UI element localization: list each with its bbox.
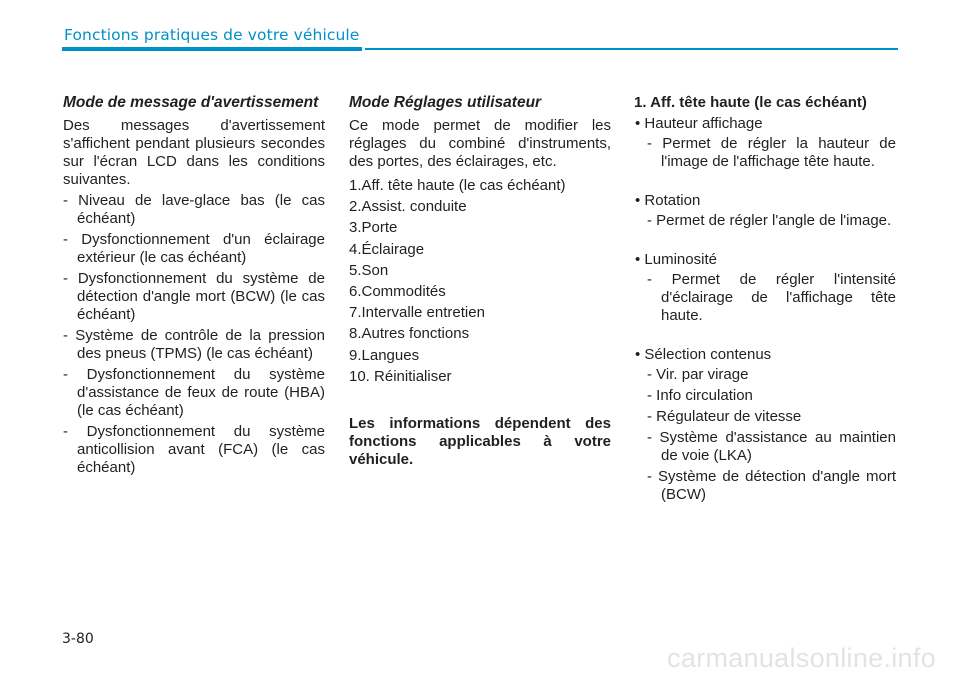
settings-list-item: 7.Intervalle entretien (349, 304, 485, 322)
hud-option-detail: - Permet de régler l'intensité d'éclairage de l'affichage tête haute. (647, 271, 896, 324)
page-number: 3-80 (62, 631, 94, 647)
hud-option-detail: - Vir. par virage (647, 366, 749, 383)
user-settings-title: Mode Réglages utilisateur (349, 94, 542, 111)
settings-list-item: 4.Éclairage (349, 240, 425, 258)
header-rule-thick (62, 47, 362, 51)
settings-list-item: 5.Son (349, 261, 389, 279)
warning-item: - Niveau de lave-glace bas (le cas échéant) (63, 192, 325, 227)
hud-option-label: • Rotation (635, 192, 701, 209)
hud-option-detail: - Régulateur de vitesse (647, 408, 802, 425)
warning-item: - Dysfonctionnement du système anticollision avant (FCA) (le cas échéant) (63, 423, 325, 476)
watermark: carmanualsonline.info (667, 643, 936, 673)
section-title: Fonctions pratiques de votre véhicule (64, 26, 360, 44)
hud-option-label: • Hauteur affichage (635, 115, 763, 132)
settings-list-item: 1.Aff. tête haute (le cas échéant) (349, 177, 566, 194)
column-user-settings (349, 94, 611, 484)
column-warning-messages (63, 94, 325, 477)
settings-list-item: 3.Porte (349, 219, 398, 237)
settings-list-item: 2.Assist. conduite (349, 198, 467, 216)
hud-option-detail: - Système de détection d'angle mort (BCW) (647, 468, 896, 503)
warning-item: - Dysfonctionnement du système d'assistance de feux de route (HBA) (le cas échéant) (63, 366, 325, 419)
warning-item: - Dysfonctionnement d'un éclairage extérieur (le cas échéant) (63, 231, 325, 266)
hud-heading: 1. Aff. tête haute (le cas échéant) (634, 94, 867, 111)
hud-option-detail: - Permet de régler l'angle de l'image. (647, 212, 892, 229)
warning-item: - Dysfonctionnement du système de détection d'angle mort (BCW) (le cas échéant) (63, 270, 325, 323)
hud-option-detail: - Info circulation (647, 387, 753, 404)
hud-option-detail: - Permet de régler la hauteur de l'image de l'affichage tête haute. (647, 135, 896, 170)
settings-list-item: 9.Langues (349, 346, 420, 364)
hud-option-detail: - Système d'assistance au maintien de voie (LKA) (647, 429, 896, 464)
settings-list-item: 10. Réinitialiser (349, 367, 452, 385)
settings-list-item: 6.Commodités (349, 283, 446, 301)
hud-option-label: • Luminosité (635, 251, 717, 268)
user-settings-intro: Ce mode permet de modifier les réglages du combiné d'instruments, des portes, des éclairages, etc. (349, 117, 611, 170)
warning-item: - Système de contrôle de la pression des pneus (TPMS) (le cas échéant) (63, 327, 325, 362)
column-hud-settings (634, 94, 896, 504)
header-rule-thin (365, 48, 898, 50)
warning-mode-intro: Des messages d'avertissement s'affichent pendant plusieurs secondes sur l'écran LCD dans les conditions suivantes. (63, 117, 325, 188)
warning-mode-title: Mode de message d'avertissement (63, 94, 319, 111)
settings-list-item: 8.Autres fonctions (349, 325, 470, 343)
hud-option-label: • Sélection contenus (635, 346, 772, 363)
applicability-note: Les informations dépendent des fonctions applicables à votre véhicule. (349, 415, 611, 469)
